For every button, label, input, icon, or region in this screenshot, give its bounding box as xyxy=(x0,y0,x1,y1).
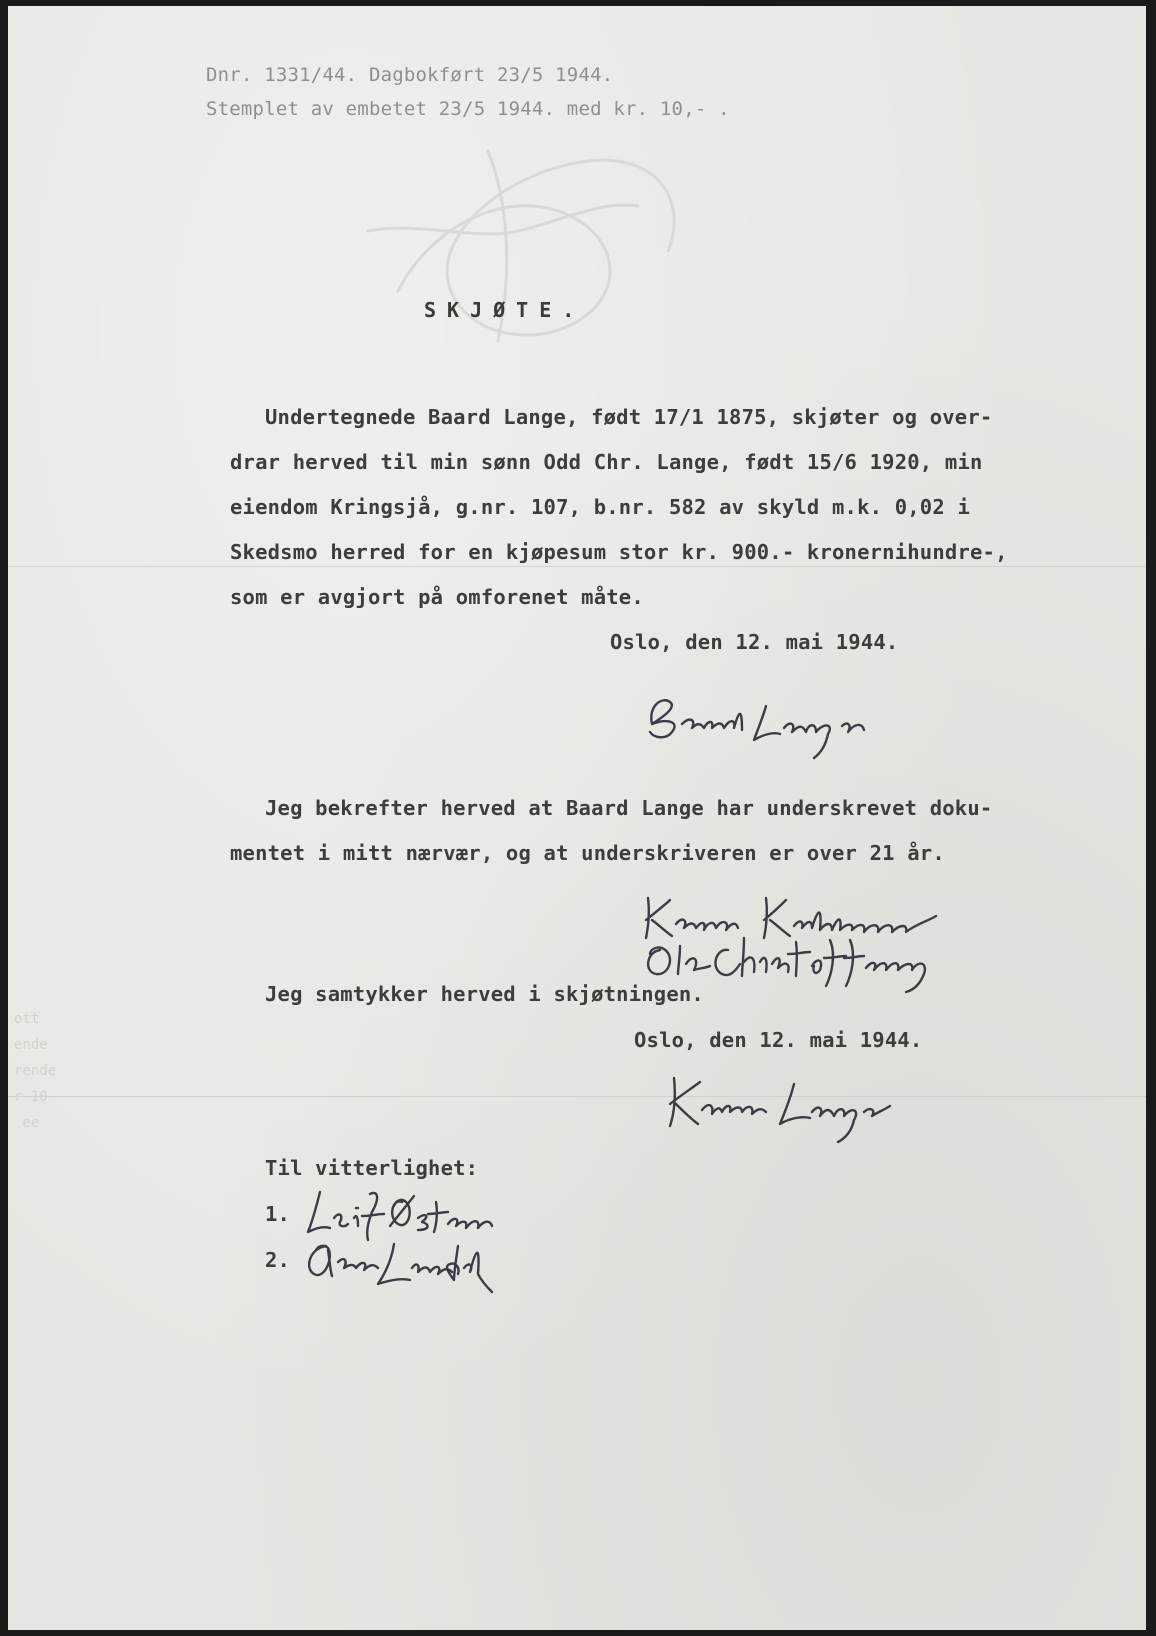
deed-line: drar herved til min sønn Odd Chr. Lange, født 15/6 1920, min xyxy=(230,450,983,474)
signature-karen-lange xyxy=(656,1068,916,1148)
deed-line: som er avgjort på omforenet måte. xyxy=(230,585,644,609)
fold-line xyxy=(8,566,1146,567)
consent-place-date: Oslo, den 12. mai 1944. xyxy=(634,1028,923,1052)
deed-line: Skedsmo herred for en kjøpesum stor kr. 900.- kronernihundre-, xyxy=(230,540,1008,564)
document-title: SKJØTE. xyxy=(424,298,586,322)
deed-line: Undertegnede Baard Lange, født 17/1 1875, skjøter og over- xyxy=(265,405,993,429)
registry-note-line-1: Dnr. 1331/44. Dagbokført 23/5 1944. xyxy=(206,64,614,86)
witness-number-2: 2. xyxy=(265,1248,291,1272)
consent-line: Jeg samtykker herved i skjøtningen. xyxy=(265,982,704,1006)
watermark-flourish xyxy=(338,111,718,371)
signature-baard-lange xyxy=(638,684,898,764)
fold-line xyxy=(8,1096,1146,1097)
witness-number-1: 1. xyxy=(265,1202,291,1226)
deed-place-date: Oslo, den 12. mai 1944. xyxy=(610,630,899,654)
bleed-through-marks: ott ende rende r 10 ee xyxy=(14,1011,57,1131)
registry-note-line-2: Stemplet av embetet 23/5 1944. med kr. 10,- . xyxy=(206,98,730,120)
confirmation-line: Jeg bekrefter herved at Baard Lange har underskrevet doku- xyxy=(265,796,993,820)
document-page xyxy=(8,6,1146,1630)
witness-heading: Til vitterlighet: xyxy=(265,1156,479,1180)
signature-arne-lunsdal xyxy=(298,1228,518,1298)
deed-line: eiendom Kringsjå, g.nr. 107, b.nr. 582 av skyld m.k. 0,02 i xyxy=(230,495,970,519)
confirmation-line: mentet i mitt nærvær, og at underskriveren er over 21 år. xyxy=(230,841,945,865)
